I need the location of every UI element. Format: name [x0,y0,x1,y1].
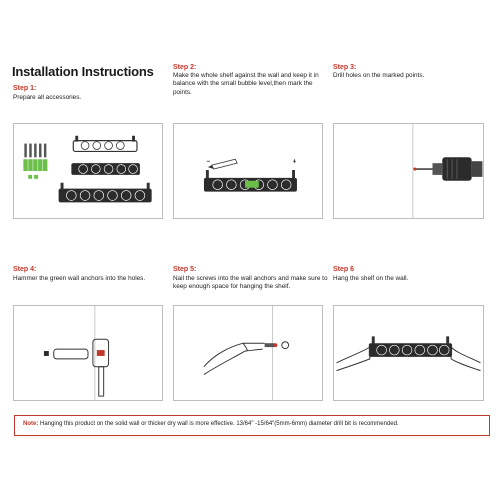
drill-illustration [334,124,483,218]
step-4-label: Step 4: [13,266,37,273]
step-6-panel [333,305,484,401]
step-3-label: Step 3: [333,64,357,71]
hammer-illustration [14,306,162,400]
step-4-text: Hammer the green wall anchors into the holes. [13,275,146,282]
step-3-panel [333,123,484,219]
screw-hand-illustration [174,306,322,400]
step-3-text: Drill holes on the marked points. [333,72,425,79]
note-text: Hanging this product on the solid wall or thicker dry wall is more effective. 13/64" -15/64"(5mm-6mm) diameter drill bit is recommended. [40,421,399,427]
level-shelf-illustration [174,124,322,218]
step-5-panel [173,305,323,401]
page-title: Installation Instructions [12,64,154,79]
step-5-text: Nail the screws into the wall anchors and make sure to keep enough space for hanging the shelf. [173,275,328,291]
note-box [14,415,490,436]
accessories-illustration [14,124,162,218]
step-2-label: Step 2: [173,64,197,71]
step-5-label: Step 5: [173,266,197,273]
step-1-label: Step 1: [13,85,37,92]
step-2-panel [173,123,323,219]
step-6-label: Step 6 [333,266,355,273]
step-4-panel [13,305,163,401]
hanging-shelf-illustration [334,306,483,400]
step-6-text: Hang the shelf on the wall. [333,275,409,282]
step-1-text: Prepare all accessories. [13,94,82,101]
step-1-panel [13,123,163,219]
step-2-text: Make the whole shelf against the wall and keep it in balance with the small bubble level,then mark the points. [173,72,319,96]
note-label: Note: [23,421,39,427]
